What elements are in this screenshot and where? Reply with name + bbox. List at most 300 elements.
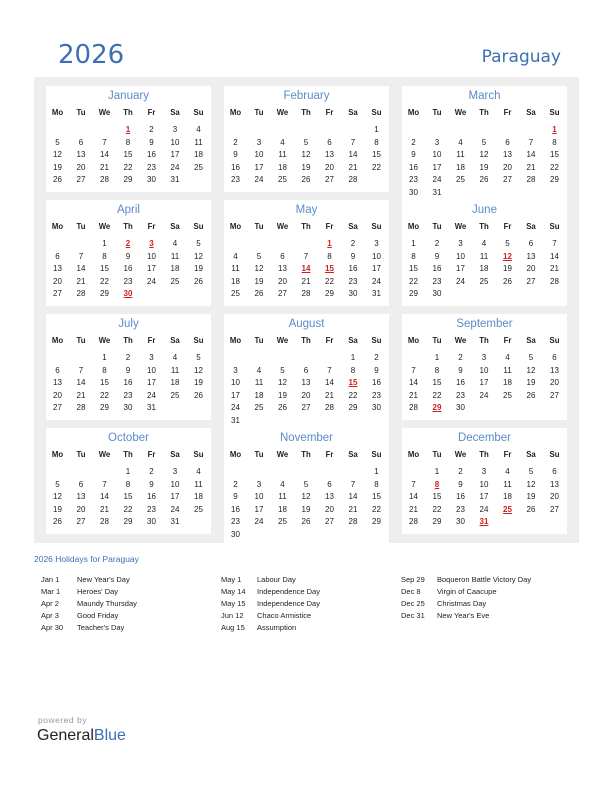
holiday-day-cell: 15 xyxy=(348,378,358,387)
day-cell: 27 xyxy=(550,390,559,400)
day-cell: 14 xyxy=(76,378,86,387)
day-cell: 9 xyxy=(434,251,440,261)
day-cell: 19 xyxy=(479,162,489,172)
day-cell: 11 xyxy=(170,251,180,261)
day-cell: 13 xyxy=(550,365,559,375)
day-cell: 28 xyxy=(301,289,311,298)
weekday-header: Mo xyxy=(407,108,420,117)
day-cell: 1 xyxy=(102,353,107,362)
holiday-day-cell: 3 xyxy=(149,239,154,248)
day-cell: 31 xyxy=(170,517,180,526)
day-cell: 20 xyxy=(325,162,334,172)
day-cell: 7 xyxy=(102,137,107,147)
day-cell: 4 xyxy=(458,137,463,147)
month-february xyxy=(224,86,389,192)
day-cell: 9 xyxy=(458,479,463,489)
day-cell: 23 xyxy=(456,390,465,400)
weekday-header: Su xyxy=(193,222,204,231)
day-cell: 14 xyxy=(526,150,536,159)
month-name: April xyxy=(116,204,140,216)
month-september xyxy=(402,314,567,420)
day-cell: 12 xyxy=(479,150,489,159)
day-cell: 6 xyxy=(552,353,557,362)
holiday-date: Mar 1 xyxy=(41,587,61,596)
day-cell: 21 xyxy=(409,504,418,514)
day-cell: 23 xyxy=(231,517,240,526)
day-cell: 31 xyxy=(432,187,442,197)
day-cell: 23 xyxy=(147,162,156,172)
day-cell: 30 xyxy=(409,187,418,197)
day-cell: 12 xyxy=(526,479,536,489)
day-cell: 16 xyxy=(123,378,133,387)
weekday-header: Th xyxy=(479,336,489,345)
day-cell: 27 xyxy=(325,175,334,184)
day-cell: 14 xyxy=(409,492,418,501)
weekday-header: Tu xyxy=(254,450,264,459)
holiday-date: May 15 xyxy=(221,599,246,608)
day-cell: 8 xyxy=(411,251,416,261)
day-cell: 22 xyxy=(409,276,418,286)
holiday-date: Apr 2 xyxy=(41,599,59,608)
day-cell: 12 xyxy=(301,150,311,159)
year-title: 2026 xyxy=(58,40,125,70)
day-cell: 14 xyxy=(348,492,358,501)
day-cell: 10 xyxy=(479,479,489,489)
weekday-header: We xyxy=(454,108,467,117)
month-name: August xyxy=(288,318,325,330)
holiday-name: Labour Day xyxy=(257,575,296,584)
weekday-header: We xyxy=(454,222,467,231)
holiday-name: Independence Day xyxy=(257,587,320,596)
weekday-header: Th xyxy=(123,450,133,459)
day-cell: 14 xyxy=(409,378,418,387)
weekday-header: Tu xyxy=(254,222,264,231)
weekday-header: Sa xyxy=(526,336,536,345)
weekday-header: Th xyxy=(123,108,133,117)
day-cell: 5 xyxy=(280,365,285,375)
holiday-name: Maundy Thursday xyxy=(77,599,137,608)
month-may xyxy=(224,200,389,306)
day-cell: 26 xyxy=(301,517,311,526)
day-cell: 25 xyxy=(194,162,203,172)
weekday-header: We xyxy=(98,336,111,345)
day-cell: 17 xyxy=(479,378,489,387)
holiday-name: Independence Day xyxy=(257,599,320,608)
day-cell: 12 xyxy=(53,492,62,501)
holiday-date: Sep 29 xyxy=(401,575,425,584)
month-november xyxy=(224,428,389,546)
day-cell: 22 xyxy=(432,390,442,400)
day-cell: 1 xyxy=(411,239,416,248)
day-cell: 6 xyxy=(78,479,84,489)
day-cell: 17 xyxy=(147,264,156,273)
day-cell: 18 xyxy=(479,264,489,273)
weekday-header: We xyxy=(276,222,289,231)
weekday-header: Sa xyxy=(170,336,180,345)
day-cell: 12 xyxy=(194,365,203,375)
holiday-date: May 1 xyxy=(221,575,242,584)
holiday-day-cell: 25 xyxy=(503,504,512,514)
weekday-header: Th xyxy=(479,222,489,231)
day-cell: 6 xyxy=(327,479,332,489)
day-cell: 6 xyxy=(505,137,510,147)
day-cell: 6 xyxy=(528,239,534,248)
day-cell: 20 xyxy=(76,504,86,514)
day-cell: 3 xyxy=(434,137,440,147)
day-cell: 24 xyxy=(479,504,489,514)
weekday-header: Mo xyxy=(229,336,242,345)
day-cell: 29 xyxy=(123,517,133,526)
day-cell: 12 xyxy=(278,378,287,387)
weekday-header: We xyxy=(98,450,111,459)
day-cell: 13 xyxy=(325,492,334,501)
day-cell: 27 xyxy=(53,403,62,412)
weekday-header: Th xyxy=(479,450,489,459)
month-name: March xyxy=(468,90,501,102)
month-name: June xyxy=(472,204,497,216)
day-cell: 28 xyxy=(100,175,109,184)
day-cell: 17 xyxy=(170,492,180,501)
holiday-row xyxy=(401,611,531,623)
weekday-header: Mo xyxy=(229,108,242,117)
day-cell: 28 xyxy=(409,403,418,412)
day-cell: 13 xyxy=(53,378,62,387)
day-cell: 15 xyxy=(550,150,559,159)
weekday-header: Fr xyxy=(325,108,334,117)
day-cell: 17 xyxy=(372,264,381,273)
day-cell: 10 xyxy=(254,150,264,159)
day-cell: 24 xyxy=(432,175,442,184)
day-cell: 23 xyxy=(123,276,133,286)
day-cell: 9 xyxy=(374,365,379,375)
day-cell: 14 xyxy=(76,264,86,273)
day-cell: 25 xyxy=(278,517,287,526)
weekday-header: Sa xyxy=(348,336,358,345)
day-cell: 23 xyxy=(432,276,442,286)
day-cell: 4 xyxy=(233,251,238,261)
day-cell: 17 xyxy=(147,378,156,387)
month-name: September xyxy=(456,318,513,330)
generalblue-logo[interactable] xyxy=(37,727,126,745)
day-cell: 13 xyxy=(526,251,536,261)
holiday-row xyxy=(221,623,320,635)
holiday-name: Assumption xyxy=(257,623,297,632)
day-cell: 10 xyxy=(170,137,180,147)
day-cell: 8 xyxy=(434,365,440,375)
day-cell: 16 xyxy=(348,264,358,273)
day-cell: 17 xyxy=(479,492,489,501)
day-cell: 26 xyxy=(526,390,536,400)
weekday-header: Sa xyxy=(526,450,536,459)
day-cell: 6 xyxy=(280,251,285,261)
day-cell: 23 xyxy=(409,175,418,184)
day-cell: 8 xyxy=(125,479,131,489)
day-cell: 5 xyxy=(196,353,201,362)
day-cell: 23 xyxy=(372,390,381,400)
holiday-day-cell: 15 xyxy=(325,264,334,273)
day-cell: 4 xyxy=(280,479,285,489)
day-cell: 30 xyxy=(147,517,156,526)
day-cell: 29 xyxy=(432,517,442,526)
weekday-header: Tu xyxy=(76,450,86,459)
day-cell: 28 xyxy=(76,289,86,298)
day-cell: 18 xyxy=(254,390,264,400)
day-cell: 3 xyxy=(256,137,262,147)
day-cell: 8 xyxy=(552,137,557,147)
day-cell: 10 xyxy=(456,251,465,261)
day-cell: 28 xyxy=(526,175,536,184)
month-name: November xyxy=(279,432,334,444)
holiday-date: Dec 8 xyxy=(401,587,421,596)
holiday-day-cell: 14 xyxy=(301,264,311,273)
day-cell: 22 xyxy=(432,504,442,514)
day-cell: 18 xyxy=(503,492,512,501)
weekday-header: Mo xyxy=(51,336,64,345)
day-cell: 11 xyxy=(278,150,287,159)
day-cell: 3 xyxy=(256,479,262,489)
holiday-date: Apr 30 xyxy=(41,623,64,632)
day-cell: 23 xyxy=(147,504,156,514)
day-cell: 24 xyxy=(372,276,381,286)
day-cell: 2 xyxy=(458,467,463,476)
day-cell: 25 xyxy=(503,390,512,400)
day-cell: 1 xyxy=(102,239,107,248)
day-cell: 22 xyxy=(348,390,358,400)
day-cell: 13 xyxy=(503,150,512,159)
day-cell: 7 xyxy=(411,365,416,375)
weekday-header: Th xyxy=(301,108,311,117)
day-cell: 24 xyxy=(456,276,465,286)
day-cell: 29 xyxy=(123,175,133,184)
day-cell: 19 xyxy=(194,378,203,387)
day-cell: 27 xyxy=(550,504,559,514)
weekday-header: Sa xyxy=(526,108,536,117)
day-cell: 11 xyxy=(503,479,512,489)
weekday-header: Tu xyxy=(254,108,264,117)
day-cell: 26 xyxy=(479,175,489,184)
day-cell: 19 xyxy=(526,378,536,387)
day-cell: 10 xyxy=(254,492,264,501)
holiday-name: New Year's Day xyxy=(77,575,130,584)
day-cell: 20 xyxy=(76,162,86,172)
day-cell: 5 xyxy=(256,251,262,261)
day-cell: 4 xyxy=(172,353,178,362)
day-cell: 21 xyxy=(348,162,358,172)
day-cell: 25 xyxy=(170,276,180,286)
day-cell: 26 xyxy=(194,390,203,400)
weekday-header: Fr xyxy=(325,222,334,231)
day-cell: 16 xyxy=(231,162,240,172)
holiday-date: Dec 31 xyxy=(401,611,425,620)
day-cell: 28 xyxy=(348,517,358,526)
weekday-header: Fr xyxy=(147,336,156,345)
weekday-header: Sa xyxy=(348,222,358,231)
day-cell: 17 xyxy=(170,150,180,159)
weekday-header: Su xyxy=(549,222,560,231)
day-cell: 14 xyxy=(325,378,334,387)
weekday-header: Fr xyxy=(503,222,512,231)
month-name: December xyxy=(457,432,512,444)
day-cell: 30 xyxy=(456,517,465,526)
day-cell: 21 xyxy=(100,162,109,172)
holiday-row xyxy=(221,599,320,611)
day-cell: 13 xyxy=(76,492,86,501)
day-cell: 5 xyxy=(528,353,534,362)
day-cell: 2 xyxy=(149,125,154,134)
day-cell: 26 xyxy=(194,276,203,286)
holiday-day-cell: 31 xyxy=(479,517,489,526)
weekday-header: Fr xyxy=(147,222,156,231)
day-cell: 7 xyxy=(411,479,416,489)
day-cell: 1 xyxy=(350,353,356,362)
weekday-header: Th xyxy=(123,336,133,345)
day-cell: 31 xyxy=(147,403,156,412)
holiday-day-cell: 1 xyxy=(552,125,557,134)
day-cell: 12 xyxy=(53,150,62,159)
day-cell: 19 xyxy=(254,276,264,286)
day-cell: 5 xyxy=(55,479,60,489)
day-cell: 10 xyxy=(170,479,180,489)
month-july xyxy=(46,314,211,420)
day-cell: 4 xyxy=(256,365,262,375)
holiday-column xyxy=(401,575,531,623)
holiday-day-cell: 12 xyxy=(503,251,512,261)
day-cell: 23 xyxy=(456,504,465,514)
day-cell: 24 xyxy=(147,276,156,286)
day-cell: 22 xyxy=(372,504,381,514)
day-cell: 12 xyxy=(301,492,311,501)
holiday-name: Chaco Armistice xyxy=(257,611,312,620)
weekday-header: Fr xyxy=(325,450,334,459)
weekday-header: Sa xyxy=(170,108,180,117)
day-cell: 18 xyxy=(456,162,465,172)
holiday-row xyxy=(41,599,137,611)
day-cell: 25 xyxy=(456,175,465,184)
powered-by-text: powered by xyxy=(38,715,87,725)
weekday-header: Su xyxy=(549,336,560,345)
weekday-header: Su xyxy=(371,450,382,459)
day-cell: 16 xyxy=(231,504,240,514)
day-cell: 15 xyxy=(100,378,109,387)
holiday-row xyxy=(221,611,320,623)
weekday-header: Th xyxy=(301,336,311,345)
day-cell: 19 xyxy=(503,264,512,273)
day-cell: 25 xyxy=(194,504,203,514)
day-cell: 15 xyxy=(372,492,381,501)
day-cell: 23 xyxy=(348,276,358,286)
holiday-row xyxy=(41,575,137,587)
day-cell: 17 xyxy=(254,504,264,514)
day-cell: 16 xyxy=(432,264,442,273)
day-cell: 9 xyxy=(458,365,463,375)
weekday-header: Sa xyxy=(348,450,358,459)
weekday-header: Sa xyxy=(348,108,358,117)
day-cell: 11 xyxy=(231,264,240,273)
weekday-header: Fr xyxy=(503,450,512,459)
day-cell: 26 xyxy=(278,403,287,412)
holiday-row xyxy=(221,575,320,587)
holiday-date: May 14 xyxy=(221,587,246,596)
day-cell: 7 xyxy=(303,251,309,261)
day-cell: 8 xyxy=(374,137,379,147)
day-cell: 6 xyxy=(303,365,309,375)
day-cell: 16 xyxy=(147,492,156,501)
weekday-header: Fr xyxy=(325,336,334,345)
day-cell: 17 xyxy=(231,390,240,400)
holiday-row xyxy=(401,599,531,611)
weekday-header: Su xyxy=(549,450,560,459)
day-cell: 13 xyxy=(76,150,86,159)
day-cell: 12 xyxy=(194,251,203,261)
day-cell: 22 xyxy=(100,390,109,400)
day-cell: 30 xyxy=(372,403,381,412)
day-cell: 4 xyxy=(196,467,201,476)
day-cell: 31 xyxy=(231,415,240,425)
weekday-header: We xyxy=(276,450,289,459)
weekday-header: Fr xyxy=(503,108,512,117)
day-cell: 17 xyxy=(456,264,465,273)
day-cell: 11 xyxy=(194,479,203,489)
day-cell: 13 xyxy=(550,479,559,489)
month-name: October xyxy=(108,432,149,444)
day-cell: 3 xyxy=(233,365,238,375)
weekday-header: Su xyxy=(193,450,204,459)
day-cell: 22 xyxy=(550,162,559,172)
weekday-header: Tu xyxy=(76,336,86,345)
day-cell: 13 xyxy=(278,264,287,273)
holiday-row xyxy=(401,587,531,599)
day-cell: 5 xyxy=(303,479,309,489)
day-cell: 27 xyxy=(76,175,86,184)
weekday-header: Mo xyxy=(51,222,64,231)
holiday-date: Jan 1 xyxy=(41,575,60,584)
day-cell: 23 xyxy=(231,175,240,184)
day-cell: 28 xyxy=(348,175,358,184)
day-cell: 22 xyxy=(100,276,109,286)
day-cell: 3 xyxy=(374,239,379,248)
day-cell: 15 xyxy=(432,378,442,387)
day-cell: 29 xyxy=(100,403,109,412)
day-cell: 11 xyxy=(503,365,512,375)
weekday-header: Mo xyxy=(407,222,420,231)
day-cell: 25 xyxy=(231,289,240,298)
day-cell: 7 xyxy=(552,239,557,248)
day-cell: 8 xyxy=(102,251,107,261)
weekday-header: Su xyxy=(193,336,204,345)
month-name: May xyxy=(295,204,318,216)
day-cell: 1 xyxy=(374,125,379,134)
holiday-column xyxy=(221,575,320,635)
day-cell: 28 xyxy=(550,276,559,286)
holiday-date: Jun 12 xyxy=(221,611,244,620)
day-cell: 19 xyxy=(194,264,203,273)
day-cell: 9 xyxy=(149,479,154,489)
day-cell: 11 xyxy=(170,365,180,375)
day-cell: 2 xyxy=(458,353,463,362)
holiday-date: Dec 25 xyxy=(401,599,425,608)
day-cell: 24 xyxy=(254,517,264,526)
month-october xyxy=(46,428,211,534)
month-august xyxy=(224,314,389,432)
month-april xyxy=(46,200,211,306)
day-cell: 6 xyxy=(55,251,60,261)
day-cell: 16 xyxy=(147,150,156,159)
holiday-day-cell: 1 xyxy=(125,125,131,134)
holiday-row xyxy=(41,623,137,635)
day-cell: 21 xyxy=(348,504,358,514)
day-cell: 4 xyxy=(481,239,487,248)
day-cell: 18 xyxy=(278,504,287,514)
